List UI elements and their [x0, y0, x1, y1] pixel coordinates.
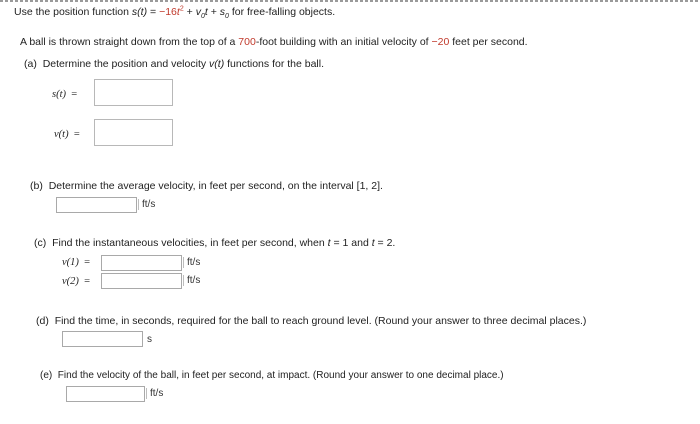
initial-velocity: −20	[431, 36, 450, 48]
header-s0: $s_0$	[219, 6, 229, 21]
problem-statement: A ball is thrown straight down from the top of a 700-foot building with an initial velocity of −20 feet per second.	[20, 36, 528, 48]
header-v0: $v_0t$	[195, 6, 208, 21]
v1-answer-input[interactable]	[101, 255, 182, 271]
header-coef: $-16t^2$	[159, 5, 184, 18]
top-dotted-divider	[0, 0, 700, 2]
part-e-label: (e)	[40, 370, 53, 381]
header-prefix: Use the position function	[14, 6, 129, 18]
header-suffix: for free-falling objects.	[231, 6, 336, 18]
header-func: s(t)	[131, 6, 148, 18]
part-b-label: (b)	[30, 180, 43, 192]
v2-unit: ft/s	[183, 275, 200, 286]
part-d-prompt: (d) Find the time, in seconds, required for the ball to reach ground level. (Round your answer to three decimal places.)	[36, 315, 587, 327]
part-b-unit: ft/s	[138, 199, 155, 210]
part-e-unit: ft/s	[146, 388, 163, 399]
v1-unit: ft/s	[183, 257, 200, 268]
v2-answer-input[interactable]	[101, 273, 182, 289]
part-d-label: (d)	[36, 315, 49, 327]
building-height: 700	[238, 36, 256, 48]
impact-velocity-input[interactable]	[66, 386, 145, 402]
v-t-label: v(t) =	[54, 129, 80, 140]
v2-label: v(2) =	[62, 276, 91, 287]
part-e-prompt: (e) Find the velocity of the ball, in feet per second, at impact. (Round your answer to one decimal place.)	[40, 370, 504, 381]
part-a-prompt: (a) Determine the position and velocity v(t) functions for the ball.	[24, 58, 325, 70]
part-a-label: (a)	[24, 58, 37, 70]
s-t-label: s(t) =	[52, 89, 78, 100]
v1-label: v(1) =	[62, 257, 91, 268]
v-t-answer-input[interactable]	[94, 119, 173, 146]
average-velocity-input[interactable]	[56, 197, 137, 213]
part-c-label: (c)	[34, 237, 47, 249]
part-c-prompt: (c) Find the instantaneous velocities, in feet per second, when t = 1 and t = 2.	[34, 237, 396, 249]
header-line: Use the position function $s(t) = -16t^2 + v_0t + s_0$ for free-falling objects.	[14, 5, 336, 21]
part-b-prompt: (b) Determine the average velocity, in feet per second, on the interval [1, 2].	[30, 180, 383, 192]
part-d-unit: s	[147, 334, 152, 345]
time-answer-input[interactable]	[62, 331, 143, 347]
s-t-answer-input[interactable]	[94, 79, 173, 106]
